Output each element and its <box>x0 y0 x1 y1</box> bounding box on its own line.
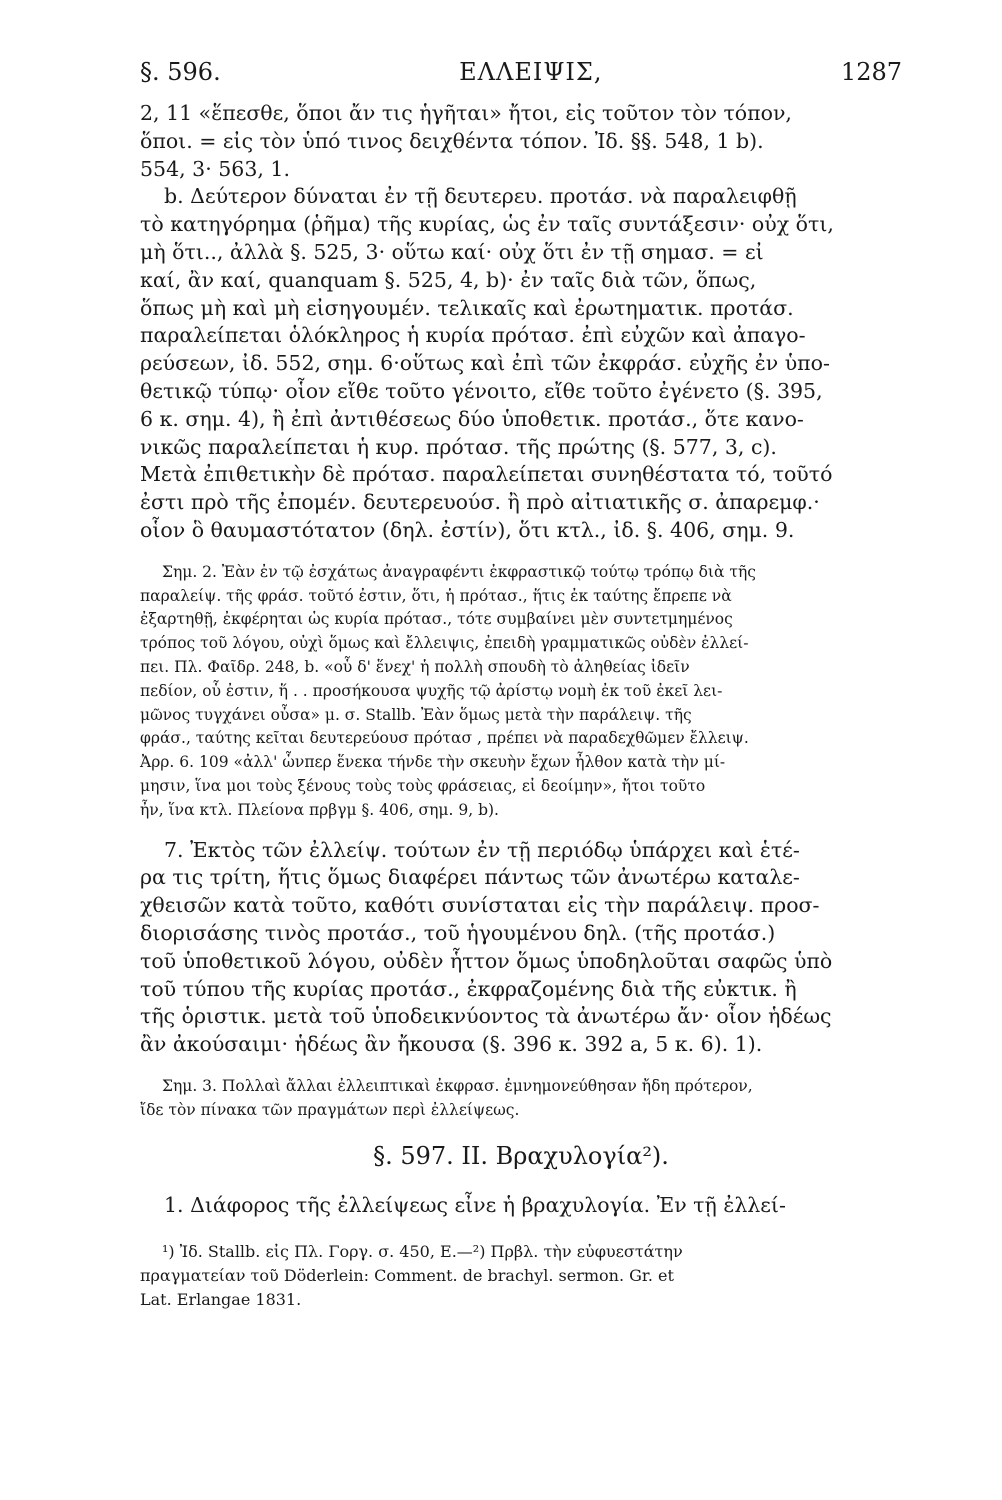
text-line: διορισάσης τινὸς προτάσ., τοῦ ἡγουμένου δηλ. (τῆς προτάσ.) <box>140 920 776 945</box>
text-line: ὅποι. = εἰς τὸν ὑπό τινος δειχθέντα τόπον. Ἰδ. §§. 548, 1 b). <box>140 128 764 153</box>
paragraph-2-11 <box>140 100 902 183</box>
page-number: 1287 <box>840 58 902 86</box>
paragraph-7 <box>140 837 902 1059</box>
text-line: 7. Ἐκτὸς τῶν ἐλλείψ. τούτων ἐν τῇ περιόδῳ ὑπάρχει καὶ ἑτέ- <box>164 837 800 862</box>
text-line: τοῦ ὑποθετικοῦ λόγου, οὐδὲν ἧττον ὅμως ὑποδηλοῦται σαφῶς ὑπὸ <box>140 948 833 973</box>
note-line: Ἀρρ. 6. 109 «ἀλλ' ὧνπερ ἕνεκα τήνδε τὴν σκευὴν ἔχων ἦλθον κατὰ τὴν μί- <box>140 753 726 772</box>
text-line: ὅπως μὴ καὶ μὴ εἰσηγουμέν. τελικαῖς καὶ ἐρωτηματικ. προτάσ. <box>140 295 794 320</box>
text-line: παραλείπεται ὁλόκληρος ἡ κυρία πρότασ. ἐπὶ εὐχῶν καὶ ἀπαγο- <box>140 323 806 348</box>
text-line: 6 κ. σημ. 4), ἢ ἐπὶ ἀντιθέσεως δύο ὑποθετικ. προτάσ., ὅτε κανο- <box>140 406 804 431</box>
footnote-line: Lat. Erlangae 1831. <box>140 1290 302 1310</box>
paragraph-597-1 <box>140 1192 902 1220</box>
note-line: Σημ. 2. Ἐὰν ἐν τῷ ἐσχάτως ἀναγραφέντι ἐκφραστικῷ τούτῳ τρόπῳ διὰ τῆς <box>162 562 756 581</box>
note-line: ἦν, ἵνα κτλ. Πλείονα πρβγμ §. 406, σημ. 9, b). <box>140 800 499 819</box>
note-line: πει. Πλ. Φαῖδρ. 248, b. «οὗ δ' ἕνεχ' ἡ πολλὴ σπουδὴ τὸ ἀληθείας ἰδεῖν <box>140 657 690 676</box>
note-line: μησιν, ἵνα μοι τοὺς ξένους τοὺς τοὺς φράσειας, εἰ δεοίμην», ἤτοι τοῦτο <box>140 776 706 795</box>
text-line: τοῦ τύπου τῆς κυρίας προτάσ., ἐκφραζομένης διὰ τῆς εὐκτικ. ἢ <box>140 976 797 1001</box>
text-line: Μετὰ ἐπιθετικὴν δὲ πρότασ. παραλείπεται συνηθέστατα τό, τοῦτό <box>140 462 833 487</box>
text-line: ἐστι πρὸ τῆς ἐπομέν. δευτερευούσ. ἢ πρὸ αἰτιατικῆς σ. ἀπαρεμφ.· <box>140 490 820 515</box>
footnotes <box>140 1240 902 1312</box>
footnote-line: πραγματείαν τοῦ Döderlein: Comment. de brachyl. sermon. Gr. et <box>140 1266 674 1286</box>
page-title: ΕΛΛΕΙΨΙΣ, <box>459 58 603 86</box>
text-line: καί, ἂν καί, quanquam §. 525, 4, b)· ἐν ταῖς διὰ τῶν, ὅπως, <box>140 267 757 292</box>
note-line: ἴδε τὸν πίνακα τῶν πραγμάτων περὶ ἐλλείψεως. <box>140 1100 520 1119</box>
note-line: μῶνος τυγχάνει οὖσα» μ. σ. Stallb. Ἐὰν ὅμως μετὰ τὴν παράλειψ. τῆς <box>140 705 692 724</box>
note-line: ἐξαρτηθῇ, ἐκφέρηται ὡς κυρία πρότασ., τότε συμβαίνει μὲν συντετμημένος <box>140 610 733 629</box>
note-line: τρόπος τοῦ λόγου, οὐχὶ ὅμως καὶ ἔλλειψις, ἐπειδὴ γραμματικῶς οὐδὲν ἐλλεί- <box>140 634 749 653</box>
footnote-spacer <box>140 1220 902 1232</box>
text-line: 2, 11 «ἕπεσθε, ὅποι ἄν τις ἡγῆται» ἤτοι, εἰς τοῦτον τὸν τόπον, <box>140 101 792 125</box>
text-line: μὴ ὅτι.., ἀλλὰ §. 525, 3· οὕτω καί· οὐχ ὅτι ἐν τῇ σημασ. = εἰ <box>140 239 764 264</box>
text-line: ἂν ἀκούσαιμι· ἡδέως ἂν ἤκουσα (§. 396 κ. 392 a, 5 κ. 6). 1). <box>140 1032 763 1057</box>
note-line: φράσ., ταύτης κεῖται δευτερεύουσ πρότασ , πρέπει νὰ παραδεχθῶμεν ἔλλειψ. <box>140 729 749 748</box>
text-line: b. Δεύτερον δύναται ἐν τῇ δευτερευ. προτάσ. νὰ παραλειφθῇ <box>164 184 797 209</box>
text-line: ρα τις τρίτη, ἥτις ὅμως διαφέρει πάντως τῶν ἀνωτέρω καταλε- <box>140 865 800 890</box>
text-line: 1. Διάφορος τῆς ἐλλείψεως εἶνε ἡ βραχυλογία. Ἐν τῇ ἐλλεί- <box>164 1193 786 1218</box>
note-2 <box>140 561 902 823</box>
text-line: οἷον ὃ θαυμαστότατον (δηλ. ἐστίν), ὅτι κτλ., ἰδ. §. 406, σημ. 9. <box>140 517 795 542</box>
text-line: χθεισῶν κατὰ τοῦτο, καθότι συνίσταται εἰς τὴν παράλειψ. προσ- <box>140 893 820 918</box>
text-line: νικῶς παραλείπεται ἡ κυρ. πρότασ. τῆς πρώτης (§. 577, 3, c). <box>140 434 777 459</box>
note-line: πεδίον, οὗ ἐστιν, ἥ . . προσήκουσα ψυχῆς τῷ ἀρίστῳ νομὴ ἐκ τοῦ ἐκεῖ λει- <box>140 681 723 700</box>
running-head <box>140 58 902 86</box>
footnote-line: ¹) Ἰδ. Stallb. εἰς Πλ. Γοργ. σ. 450, E.—²) Πρβλ. τὴν εὐφυεστάτην <box>162 1242 683 1262</box>
note-line: παραλείψ. τῆς φράσ. τοῦτό ἐστιν, ὅτι, ἡ πρότασ., ἥτις ἐκ ταύτης ἔπρεπε νὰ <box>140 586 732 605</box>
text-line: τῆς ὁριστικ. μετὰ τοῦ ὑποδεικνύοντος τὰ ἀνωτέρω ἄν· οἷον ἡδέως <box>140 1004 832 1029</box>
text-line: ρεύσεων, ἰδ. 552, σημ. 6·οὕτως καὶ ἐπὶ τῶν ἐκφράσ. εὐχῆς ἐν ὑπο- <box>140 351 830 376</box>
text-line: θετικῷ τύπῳ· οἷον εἴθε τοῦτο γένοιτο, εἴθε τοῦτο ἐγένετο (§. 395, <box>140 378 823 403</box>
section-number: §. 596. <box>140 58 221 86</box>
note-line: Σημ. 3. Πολλαὶ ἄλλαι ἐλλειπτικαὶ ἐκφρασ. ἐμνημονεύθησαν ἤδη πρότερον, <box>162 1076 753 1095</box>
text-line: τὸ κατηγόρημα (ῥῆμα) τῆς κυρίας, ὡς ἐν ταῖς συντάξεσιν· οὐχ ὅτι, <box>140 212 834 237</box>
note-3 <box>140 1075 902 1123</box>
section-heading: §. 597. II. Βραχυλογία²). <box>373 1142 669 1171</box>
paragraph-b <box>140 183 902 544</box>
text-line: 554, 3· 563, 1. <box>140 156 290 181</box>
